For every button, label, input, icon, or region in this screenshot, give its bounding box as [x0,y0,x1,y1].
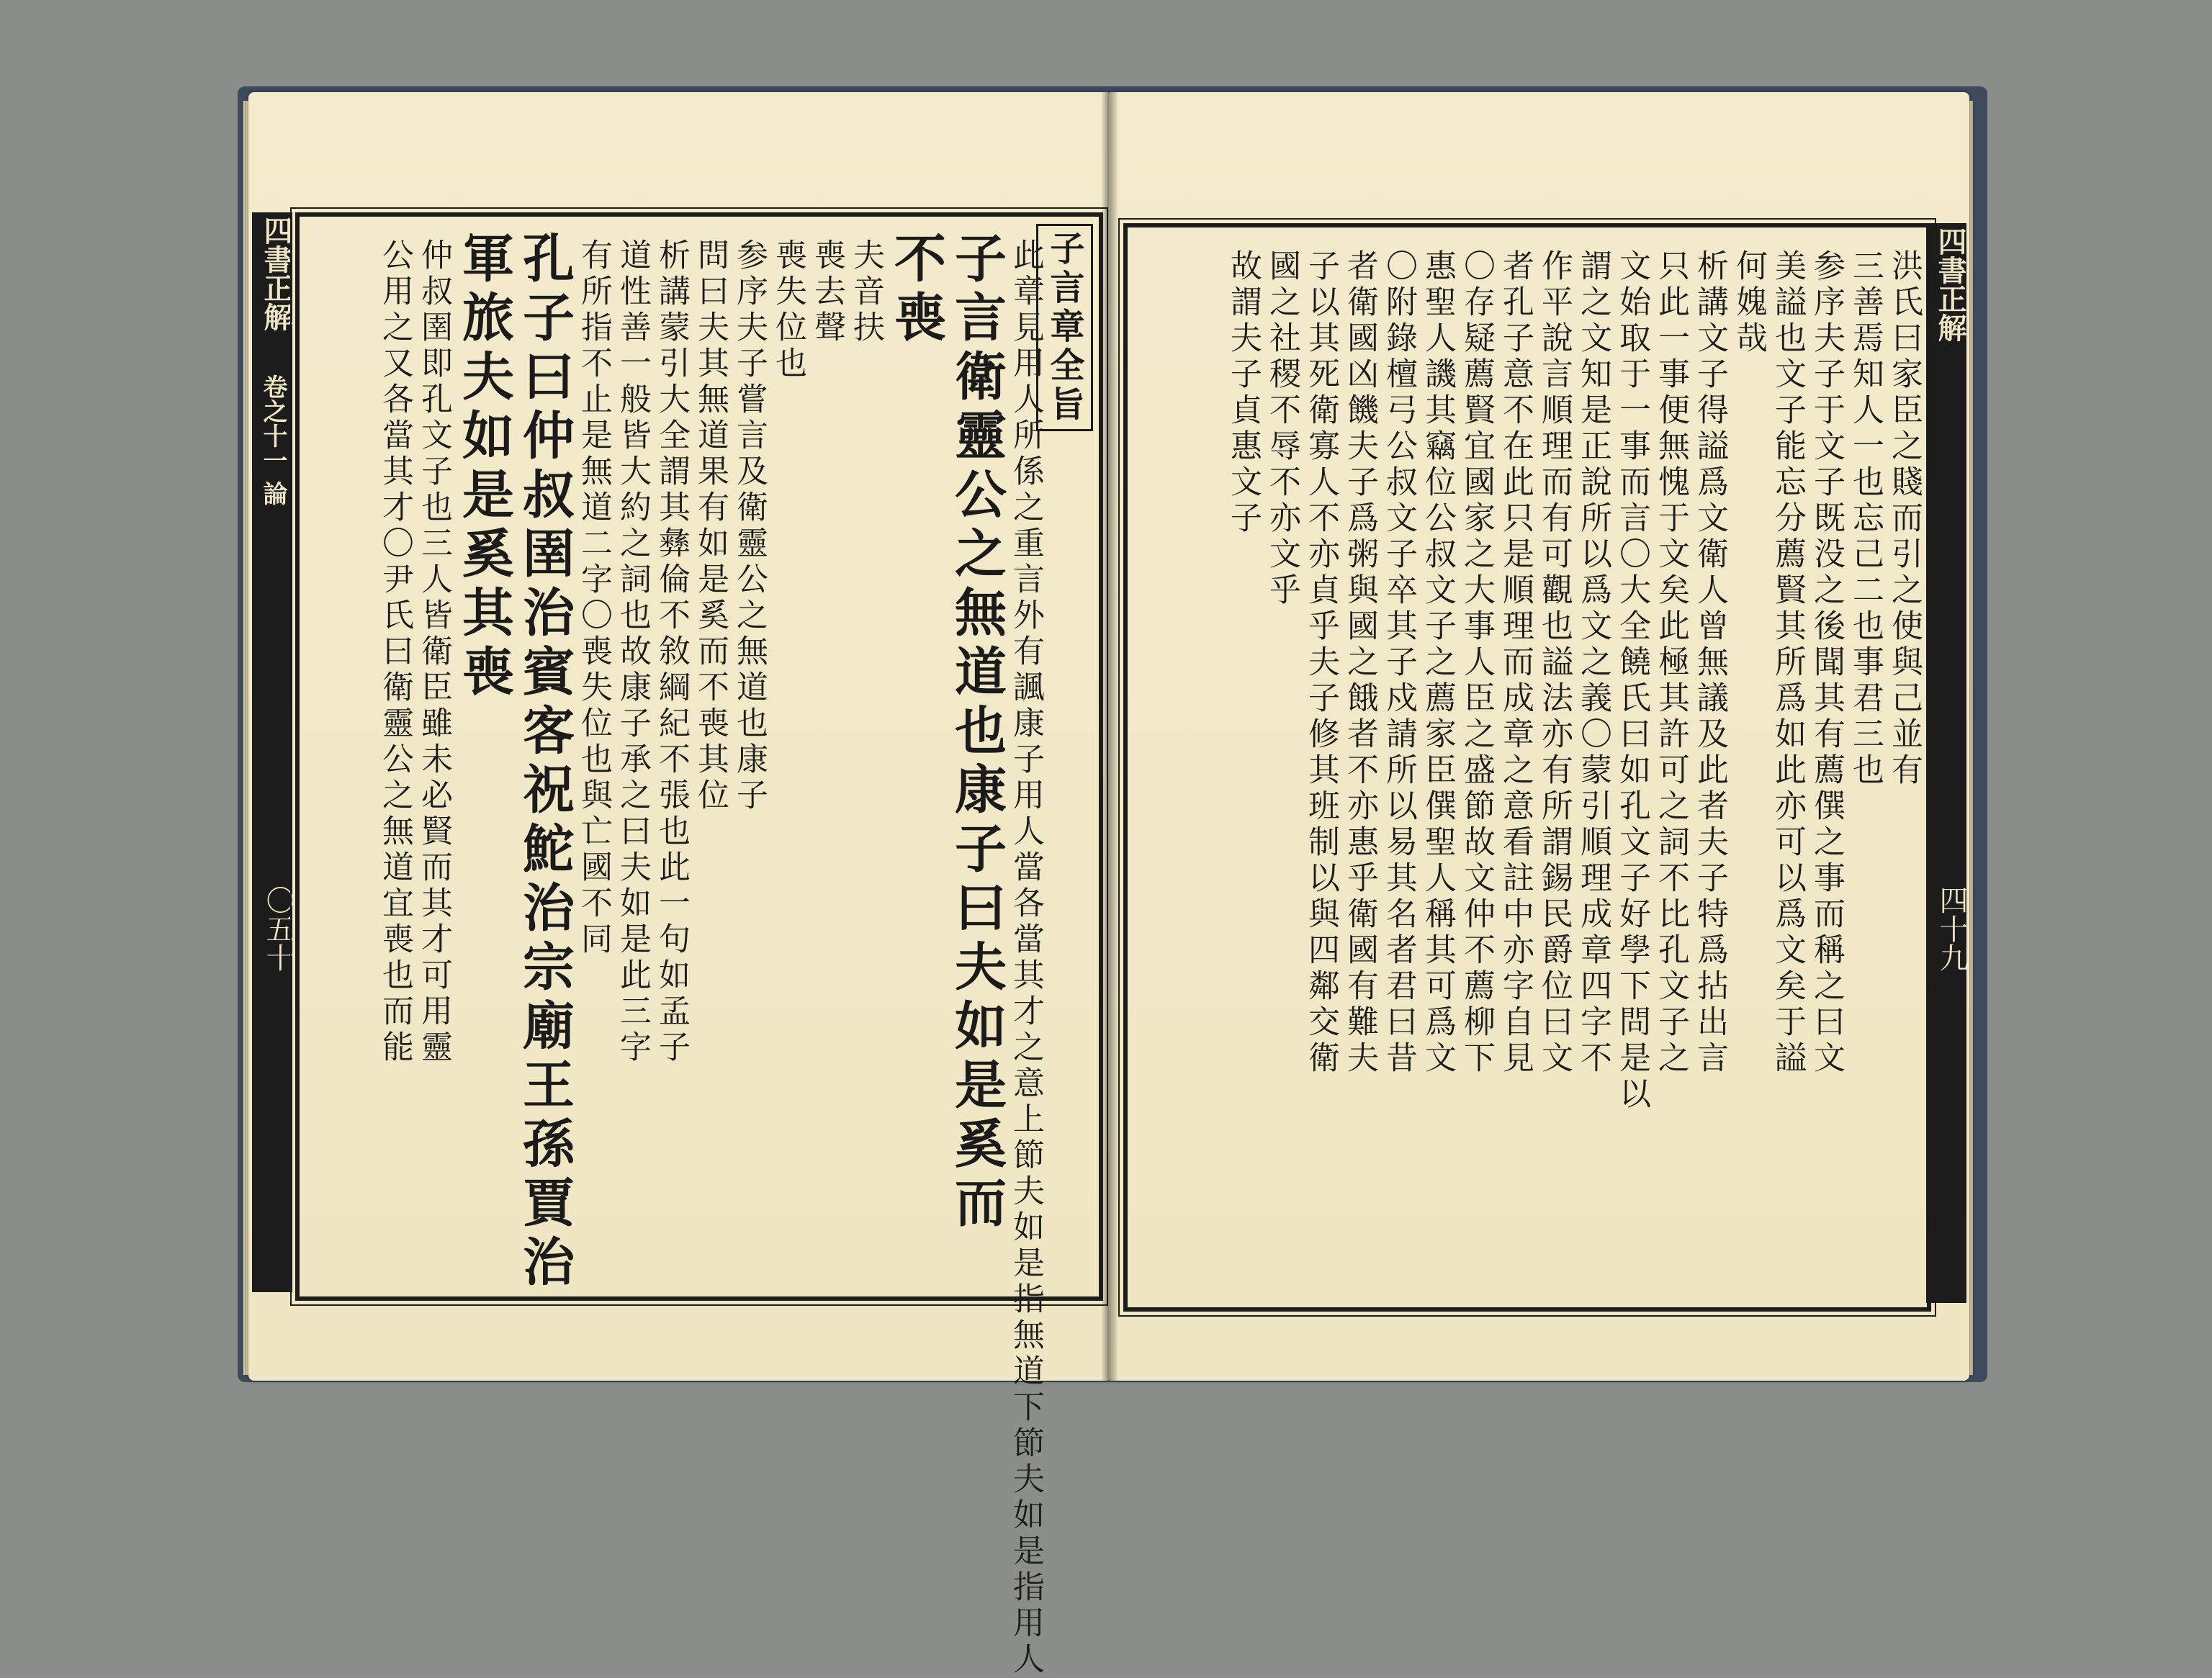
left_page-text-column: 軍旅夫如是奚其喪 [454,231,515,703]
right_page-text-column: 惠聖人譏其竊位公叔文子之薦家臣僎聖人稱其可爲文 [1419,249,1456,1077]
right_page-text-column: 美謚也文子能忘分薦賢其所爲如此亦可以爲文矣于謚 [1769,249,1806,1077]
left_page-text-column: 道性善一般皆大約之詞也故康子承之曰夫如是此三字 [614,238,651,1066]
right-folio: 四十九 [1935,885,1968,972]
right_page-text-column: 〇存疑薦賢宜國家之大事人臣之盛節故文仲不薦柳下 [1458,249,1495,1077]
right-text-frame [1123,223,1931,1312]
right_page-text-column: 洪氏曰家臣之賤而引之使與己並有 [1886,249,1923,789]
right_page-text-column: 作平說言順理而有可觀也謚法亦有所謂錫民爵位曰文 [1536,249,1573,1077]
left_page-text-column: 此章見用人所係之重言外有諷康子用人當各當其才之意上節夫如是指無道下節夫如是指用人 [1007,238,1044,1678]
chapter-heading: 子言章全旨 [1036,224,1093,431]
left-folio: 〇五十 [261,885,295,972]
right_page-text-column: 故謂夫子貞惠文子 [1225,249,1262,537]
left_page-text-column: 子言衛靈公之無道也康子曰夫如是奚而 [946,231,1007,1235]
left_page-text-column: 公用之又各當其才〇尹氏曰衛靈公之無道宜喪也而能 [377,238,413,1066]
left_page-text-column: 仲叔圉即孔文子也三人皆衛臣雖未必賢而其才可用靈 [415,238,452,1066]
right_page-text-column: 析講文子得謚爲文衛人曾無議及此者夫子特爲拈出言 [1691,249,1728,1077]
right_page-text-column: 〇附錄檀弓公叔文子卒其子戍請所以易其名者君曰昔 [1380,249,1417,1077]
left-text-frame [295,212,1103,1678]
left_page-text-column: 参序夫子嘗言及衛靈公之無道也康子 [731,238,768,814]
right_page-text-column: 何媿哉 [1730,249,1767,357]
right-margin-title: 四書正解 [1933,227,1967,342]
left_page-text-column: 有所指不止是無道二字〇喪失位也與亡國不同 [575,238,612,958]
left_page-text-column: 不喪 [886,231,947,349]
right_page-text-column: 子以其死衛寡人不亦貞乎夫子修其班制以與四鄰交衛 [1303,249,1339,1077]
left_page-text-column: 喪失位也 [770,238,806,382]
left_page-text-column: 孔子曰仲叔圉治賓客祝鮀治宗廟王孫賈治 [514,231,575,1294]
right_page-text-column: 文始取于一事而言〇大全饒氏曰如孔文子好學下問是以 [1614,249,1650,1113]
left-margin-title: 四書正解 [259,216,293,331]
right_page-text-column: 参序夫子于文子既没之後聞其有薦僎之事而稱之曰文 [1808,249,1845,1077]
right_page-text-column: 者孔子意不在此只是順理而成章之意看註中亦字自見 [1497,249,1534,1077]
left_page-text-column: 析講蒙引大全謂其彝倫不敘綱紀不張也此一句如孟子 [653,238,690,1066]
right-margin-band [1926,223,1966,1303]
right_page-text-column: 國之社稷不辱不亦文乎 [1264,249,1300,609]
right_page-text-column: 謂之文知是正說所以爲文之義〇蒙引順理成章四字不 [1575,249,1611,1077]
right_page-text-column: 者衛國凶饑夫子爲粥與國之餓者不亦惠乎衛國有難夫 [1341,249,1378,1077]
left_page-text-column: 喪去聲 [809,238,845,346]
left-margin-subtitle: 卷之十一 論 [258,374,287,505]
left_page-text-column: 夫音扶 [848,238,884,346]
left_page-text-column: 問曰夫其無道果有如是奚而不喪其位 [692,238,729,814]
right_page-text-column: 三善焉知人一也忘己二也事君三也 [1847,249,1884,789]
book-gutter [1102,92,1118,1381]
right_page-text-column: 只此一事便無愧于文矣此極其許可之詞不比孔文子之 [1653,249,1689,1077]
